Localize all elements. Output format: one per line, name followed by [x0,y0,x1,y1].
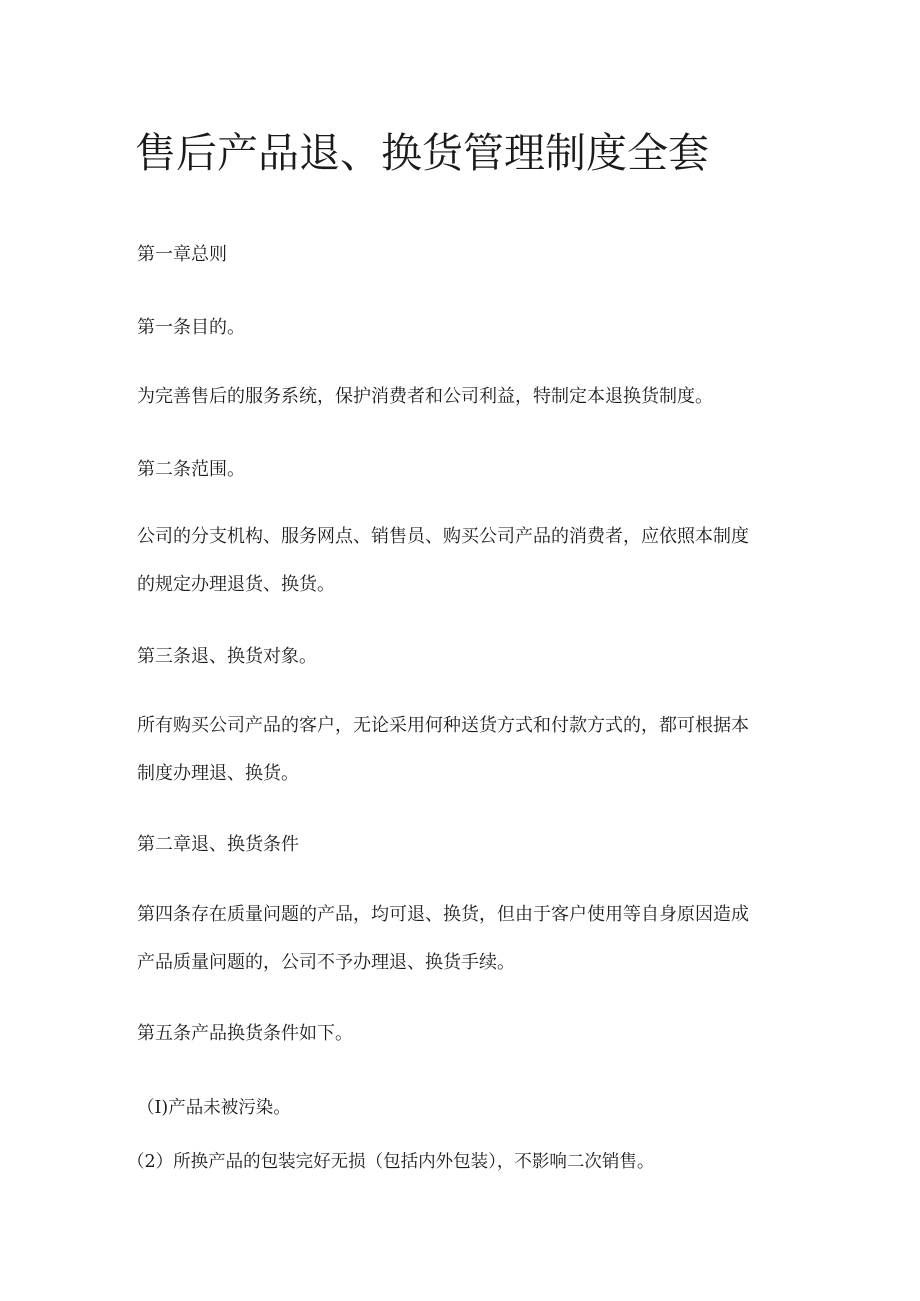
paragraph-line: 制度办理退、换货。 [137,763,299,784]
article-heading: 第一条目的。 [137,317,245,338]
chapter-heading: 第一章总则 [137,244,227,265]
article-heading: 第三条退、换货对象。 [137,646,317,667]
document-title: 售后产品退、换货管理制度全套 [135,129,709,177]
paragraph-line: 公司的分支机构、服务网点、销售员、购买公司产品的消费者，应依照本制度 [137,526,749,547]
article-heading: 第五条产品换货条件如下。 [137,1023,353,1044]
article-heading: 第二条范围。 [137,459,245,480]
paragraph-line: 所有购买公司产品的客户，无论采用何种送货方式和付款方式的，都可根据本 [137,715,749,736]
chapter-heading: 第二章退、换货条件 [137,834,299,855]
paragraph-line: 第四条存在质量问题的产品，均可退、换货，但由于客户使用等自身原因造成 [137,904,749,925]
list-item: （2）所换产品的包装完好无损（包括内外包装），不影响二次销售。 [127,1152,655,1172]
paragraph-line: 的规定办理退货、换货。 [137,574,335,595]
paragraph-line: 产品质量问题的，公司不予办理退、换货手续。 [137,952,515,973]
paragraph-line: 为完善售后的服务系统，保护消费者和公司利益，特制定本退换货制度。 [137,386,713,407]
list-item: （I)产品未被污染。 [137,1098,291,1118]
